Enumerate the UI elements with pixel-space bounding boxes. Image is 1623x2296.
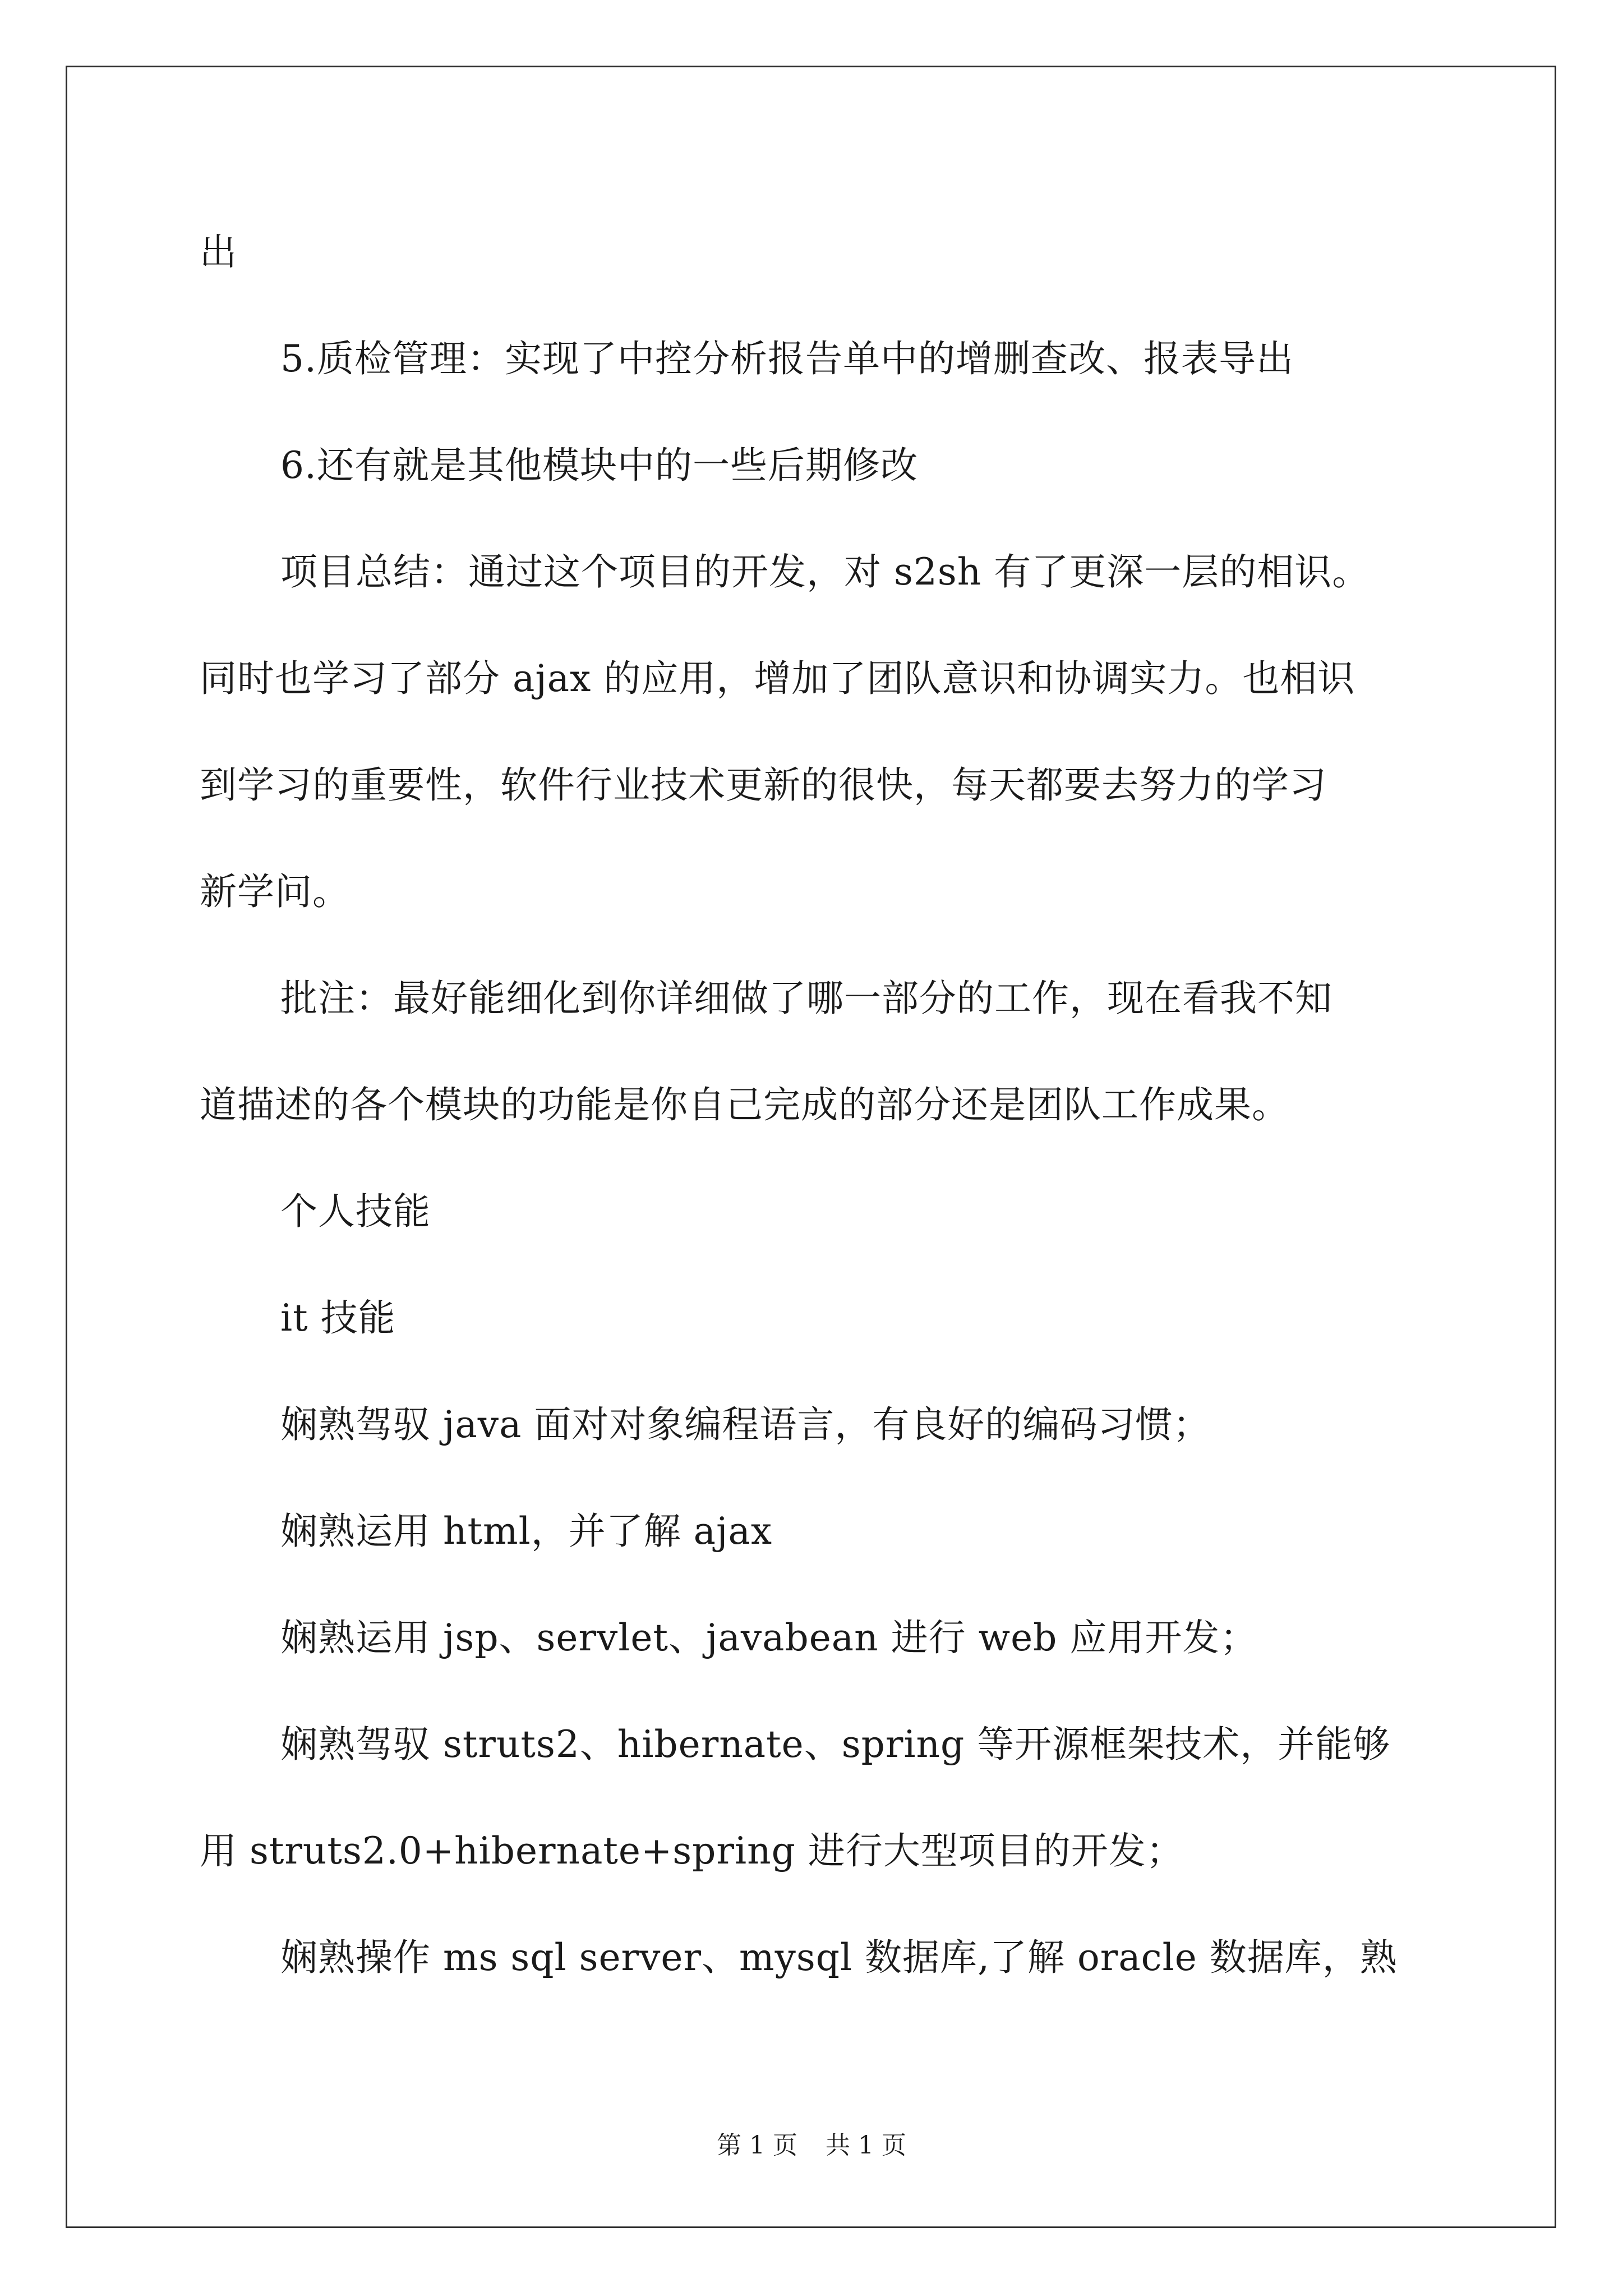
text-line-2: 5.质检管理：实现了中控分析报告单中的增删查改、报表导出 bbox=[280, 337, 1294, 380]
page-total: 共 1 页 bbox=[826, 2131, 906, 2160]
text-line-15: 娴熟驾驭 struts2、hibernate、spring 等开源框架技术，并能够 bbox=[280, 1723, 1391, 1766]
text-line-6: 到学习的重要性，软件行业技术更新的很快，每天都要去努力的学习 bbox=[200, 763, 1327, 807]
text-line-11: it 技能 bbox=[280, 1296, 396, 1340]
page-border bbox=[66, 66, 1556, 2228]
text-line-13: 娴熟运用 html，并了解 ajax bbox=[280, 1510, 773, 1553]
text-line-10: 个人技能 bbox=[280, 1190, 431, 1233]
text-line-4: 项目总结：通过这个项目的开发，对 s2sh 有了更深一层的相识。 bbox=[280, 550, 1370, 593]
page-number: 第 1 页 bbox=[717, 2131, 797, 2160]
text-line-5: 同时也学习了部分 ajax 的应用，增加了团队意识和协调实力。也相识 bbox=[200, 657, 1355, 700]
text-line-12: 娴熟驾驭 java 面对对象编程语言，有良好的编码习惯； bbox=[280, 1403, 1211, 1446]
page-footer bbox=[0, 2129, 1623, 2162]
text-line-16: 用 struts2.0+hibernate+spring 进行大型项目的开发； bbox=[200, 1829, 1184, 1872]
text-line-3: 6.还有就是其他模块中的一些后期修改 bbox=[280, 444, 918, 487]
text-line-1: 出 bbox=[200, 231, 237, 274]
text-line-9: 道描述的各个模块的功能是你自己完成的部分还是团队工作成果。 bbox=[200, 1083, 1289, 1126]
text-line-8: 批注：最好能细化到你详细做了哪一部分的工作，现在看我不知 bbox=[280, 977, 1332, 1020]
text-line-17: 娴熟操作 ms sql server、mysql 数据库,了解 oracle 数据库，熟 bbox=[280, 1936, 1398, 1979]
text-line-14: 娴熟运用 jsp、servlet、javabean 进行 web 应用开发； bbox=[280, 1616, 1258, 1659]
text-line-7: 新学问。 bbox=[200, 870, 350, 913]
